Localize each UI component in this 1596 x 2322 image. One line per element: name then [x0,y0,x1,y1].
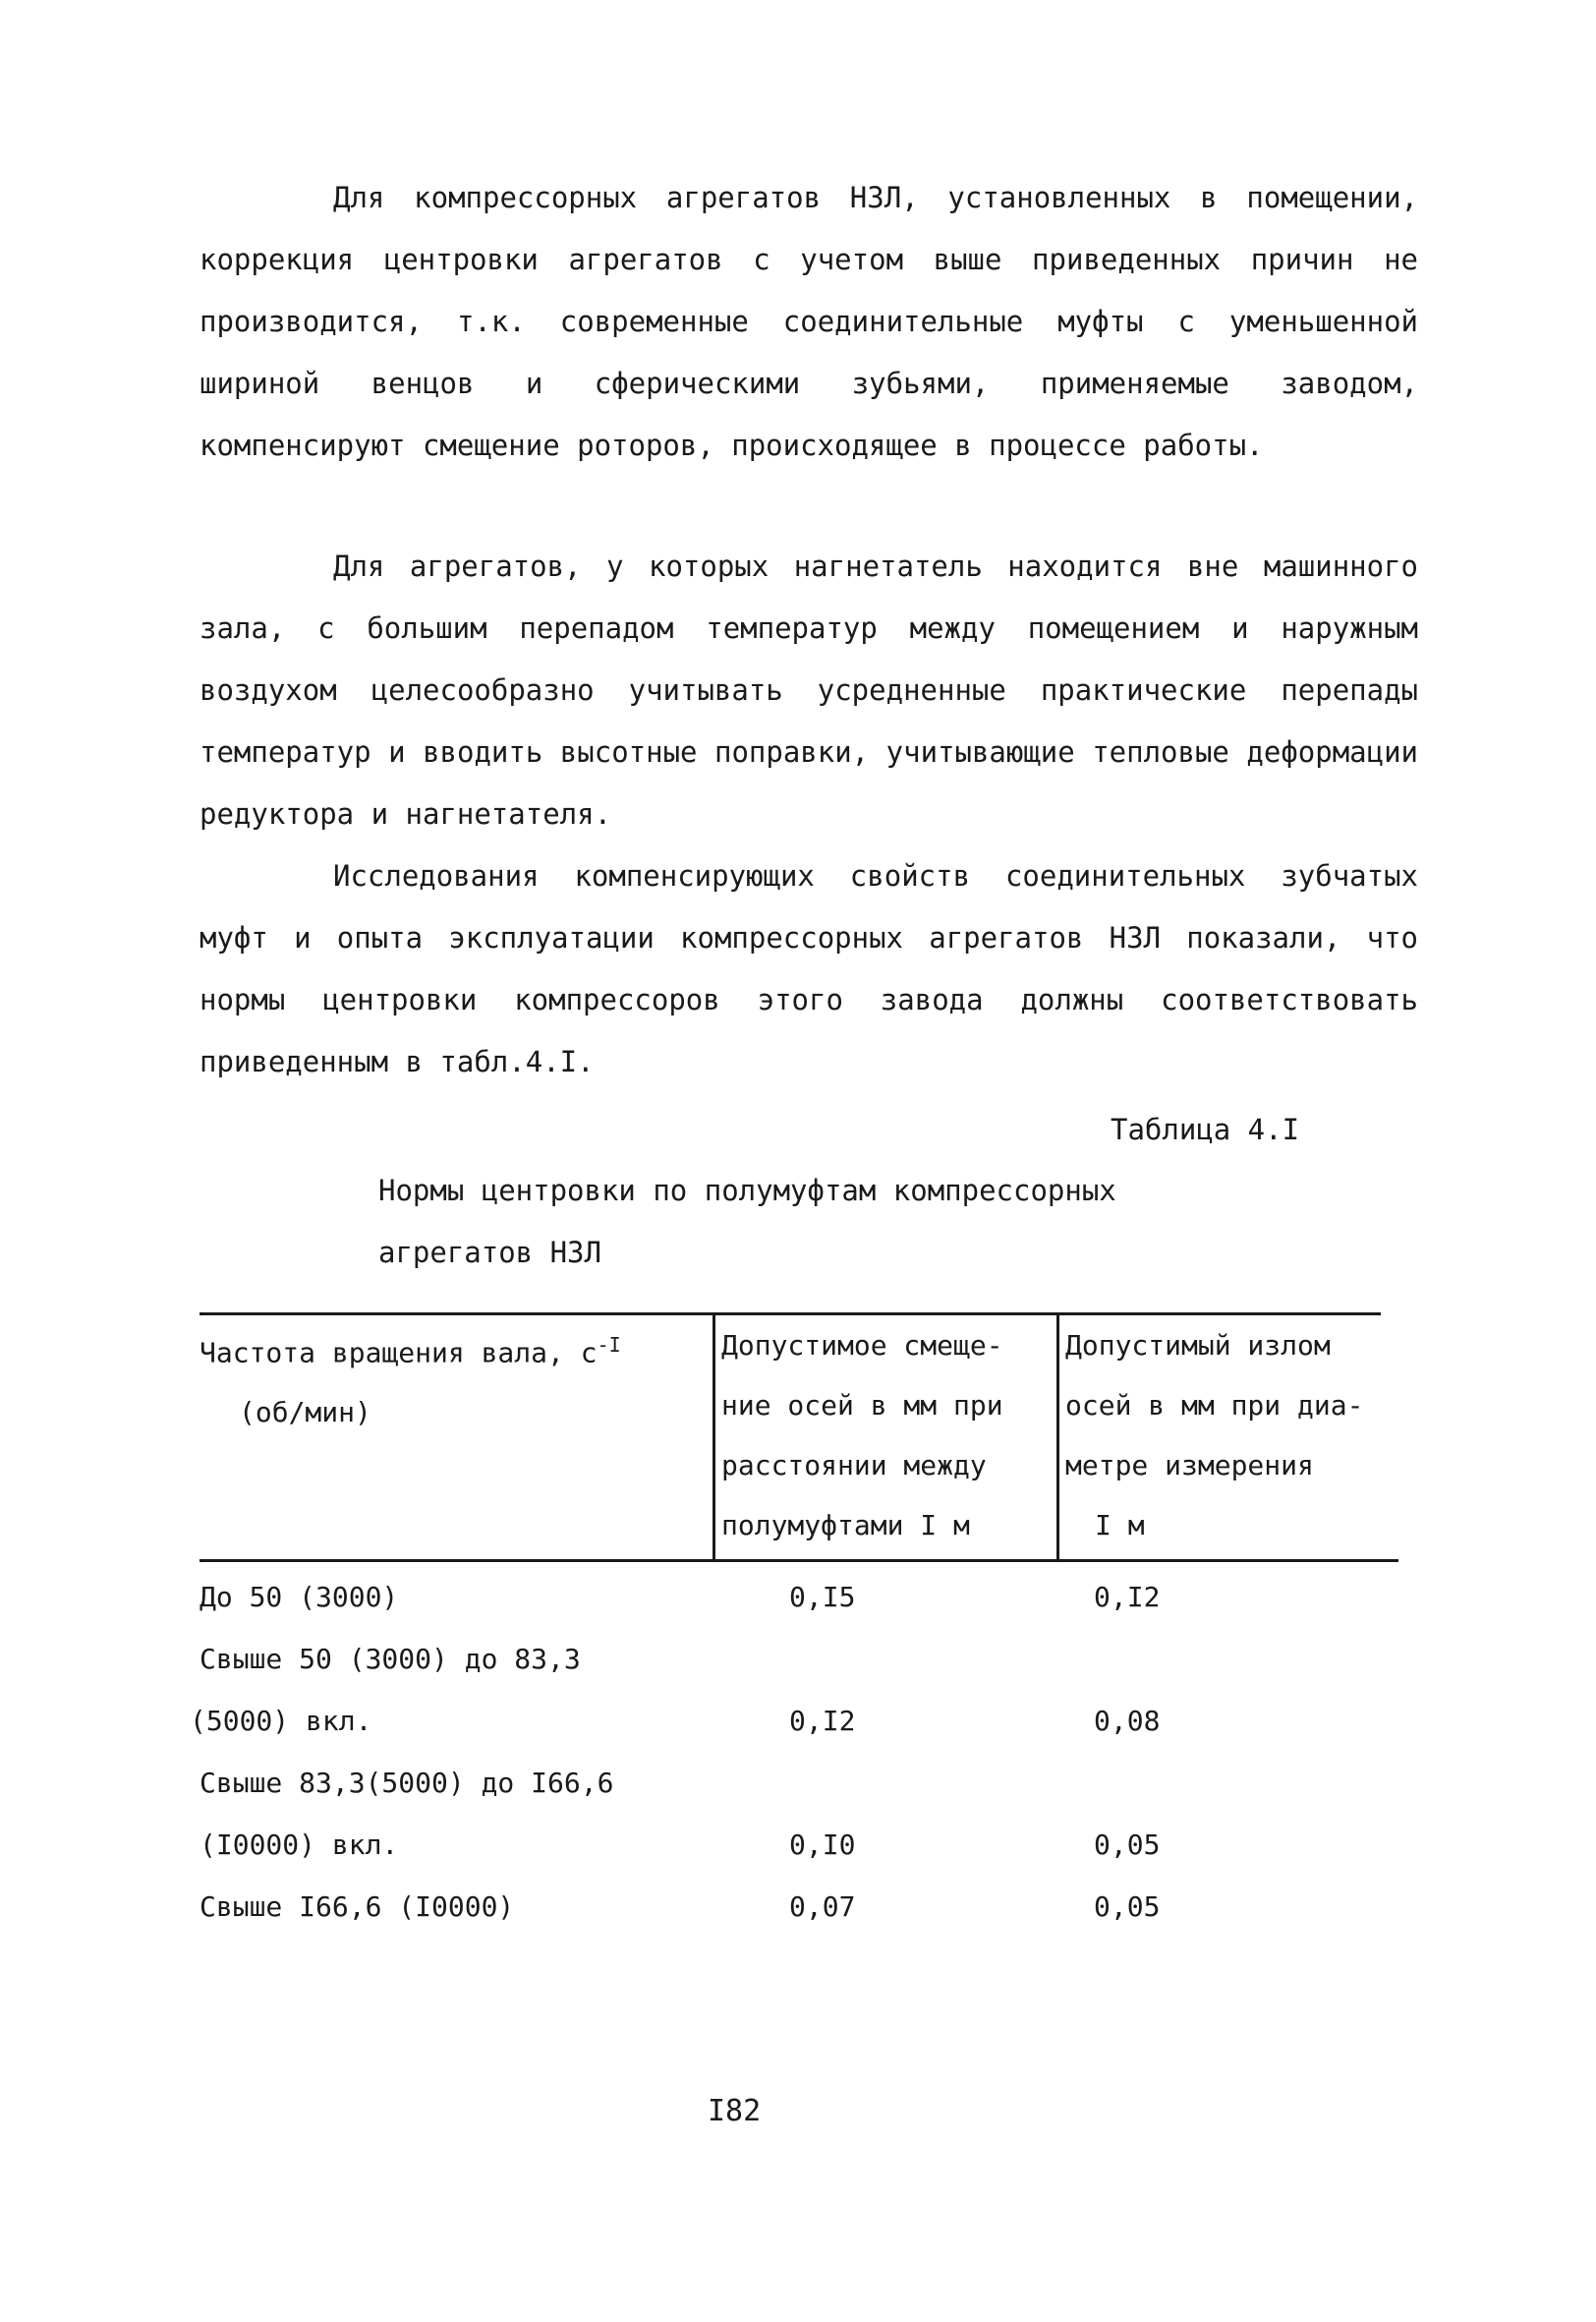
row-label-line: Свыше 50 (3000) до 83,3 [200,1643,581,1675]
table-header [200,1315,1408,1559]
row-speed-range [200,1876,760,1938]
header-line: Допустимое смеще- [721,1329,1003,1362]
table-title [378,1160,1263,1284]
table-title-line: агрегатов НЗЛ [378,1236,601,1269]
row-speed-range [190,1628,760,1752]
header-line: расстоянии между [721,1449,987,1481]
table-row [190,1628,1408,1752]
table-title-line: Нормы центровки по полумуфтам компрессорных [378,1174,1116,1207]
row-speed-range [200,1752,760,1876]
paragraph-compressor-units-indoor: Для компрессорных агрегатов НЗЛ, установленных в помещении, коррекция центровки агрегатов с учетом выше приведенных причин не производится, т.к. современные соединительные муфты с уменьшенной шириной венцов и сферическими зубьями, применяемые заводом, компенсируют смещение роторов, происходящее в процессе работы. [200,181,1418,462]
row-fracture-value: 0,08 [1094,1705,1161,1737]
header-line: осей в мм при диа- [1065,1389,1364,1422]
row-fracture-value: 0,05 [1094,1890,1161,1923]
table-row [200,1876,1408,1938]
table-row [200,1566,1408,1628]
header-line: Частота вращения вала, $с^{-I}$ [200,1333,621,1369]
header-line: полумуфтами I м [721,1509,970,1541]
row-fracture-value: 0,I2 [1094,1581,1161,1613]
table-body [190,1562,1408,1938]
alignment-norms-table [190,1312,1408,1938]
header-rotation-frequency [200,1315,712,1559]
row-offset-value: 0,I5 [789,1581,856,1613]
row-offset-value: 0,I0 [789,1829,856,1861]
row-label-line: До 50 (3000) [200,1581,399,1613]
page-number: I82 [708,2094,762,2128]
paragraph-units-outside-hall: Для агрегатов, у которых нагнетатель находится вне машинного зала, с большим перепадом температур между помещением и наружным воздухом целесообразно учитывать усредненные практические перепады температур и вводить высотные поправки, учитывающие тепловые деформации редуктора и нагнетателя. [200,550,1418,831]
header-line: I м [1095,1509,1145,1541]
table-row [200,1752,1408,1876]
row-offset-value: 0,07 [789,1890,856,1923]
table-label: Таблица 4.I [1111,1113,1300,1146]
header-line: (об/мин) [239,1396,371,1429]
row-fracture-value: 0,05 [1094,1829,1161,1861]
row-speed-range [200,1566,760,1628]
row-label-line: Свыше I66,6 (I0000) [200,1890,515,1923]
header-line: Допустимый излом [1065,1329,1331,1362]
row-offset-value: 0,I2 [789,1705,856,1737]
header-line: ние осей в мм при [721,1389,1003,1422]
row-label-line: (I0000) вкл. [200,1829,399,1861]
header-permissible-offset [712,1315,1056,1559]
header-superscript: -I [597,1333,621,1357]
header-permissible-fracture [1056,1315,1391,1559]
paragraph-coupling-research: Исследования компенсирующих свойств соединительных зубчатых муфт и опыта эксплуатации компрессорных агрегатов НЗЛ показали, что нормы центровки компрессоров этого завода должны соответствовать приведенным в табл.4.I. [200,859,1418,1078]
row-label-line: (5000) вкл. [190,1705,372,1737]
row-label-line: Свыше 83,3(5000) до I66,6 [200,1767,614,1799]
header-line: метре измерения [1065,1449,1314,1481]
